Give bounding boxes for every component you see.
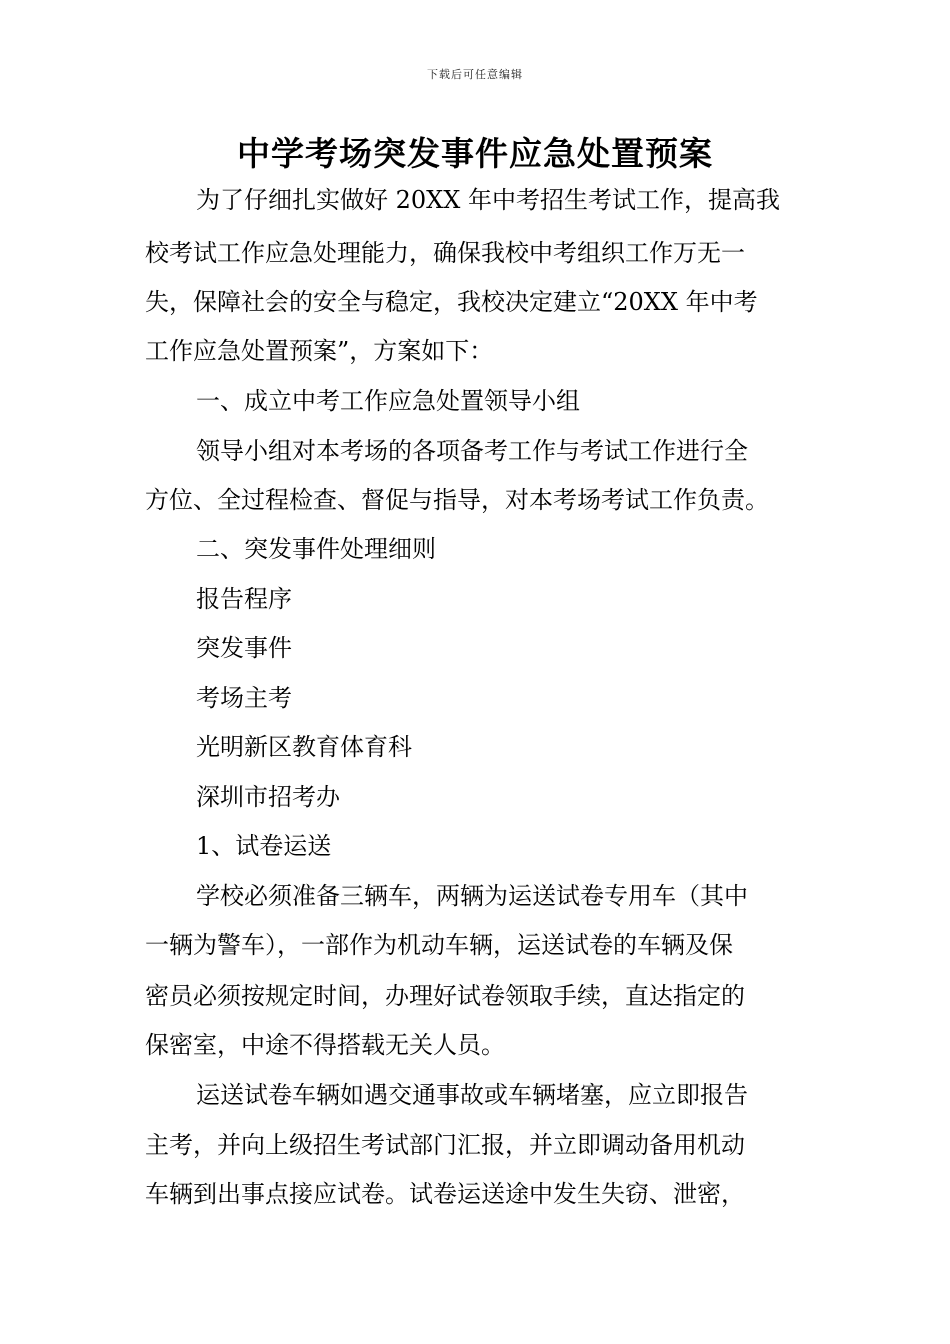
- paragraph-line: 主考，并向上级招生考试部门汇报，并立即调动备用机动: [145, 1131, 745, 1159]
- paragraph-line: 校考试工作应急处理能力，确保我校中考组织工作万无一: [145, 239, 745, 267]
- list-item: 考场主考: [196, 684, 292, 712]
- paragraph-line: 为了仔细扎实做好 20XX 年中考招生考试工作，提高我: [196, 186, 780, 214]
- section-heading: 二、突发事件处理细则: [196, 535, 436, 563]
- header-note: 下载后可任意编辑: [427, 68, 523, 81]
- list-item: 光明新区教育体育科: [196, 733, 412, 761]
- section-heading: 一、成立中考工作应急处置领导小组: [196, 387, 580, 415]
- list-item: 突发事件: [196, 634, 292, 662]
- paragraph-line: 一辆为警车），一部作为机动车辆，运送试卷的车辆及保: [145, 931, 733, 959]
- paragraph-line: 学校必须准备三辆车，两辆为运送试卷专用车（其中: [196, 882, 748, 910]
- subsection-heading: 1、试卷运送: [196, 832, 332, 860]
- paragraph-line: 领导小组对本考场的各项备考工作与考试工作进行全: [196, 437, 748, 465]
- paragraph-line: 车辆到出事点接应试卷。试卷运送途中发生失窃、泄密，: [145, 1180, 745, 1208]
- list-item: 报告程序: [196, 585, 292, 613]
- paragraph-line: 工作应急处置预案”，方案如下：: [145, 337, 494, 365]
- paragraph-line: 密员必须按规定时间，办理好试卷领取手续，直达指定的: [145, 982, 745, 1010]
- list-item: 深圳市招考办: [196, 783, 340, 811]
- paragraph-line: 保密室，中途不得搭载无关人员。: [145, 1031, 505, 1059]
- document-title: 中学考场突发事件应急处置预案: [237, 134, 713, 173]
- paragraph-line: 运送试卷车辆如遇交通事故或车辆堵塞，应立即报告: [196, 1081, 748, 1109]
- paragraph-line: 方位、全过程检查、督促与指导，对本考场考试工作负责。: [145, 486, 769, 514]
- paragraph-line: 失，保障社会的安全与稳定，我校决定建立“20XX 年中考: [145, 288, 758, 316]
